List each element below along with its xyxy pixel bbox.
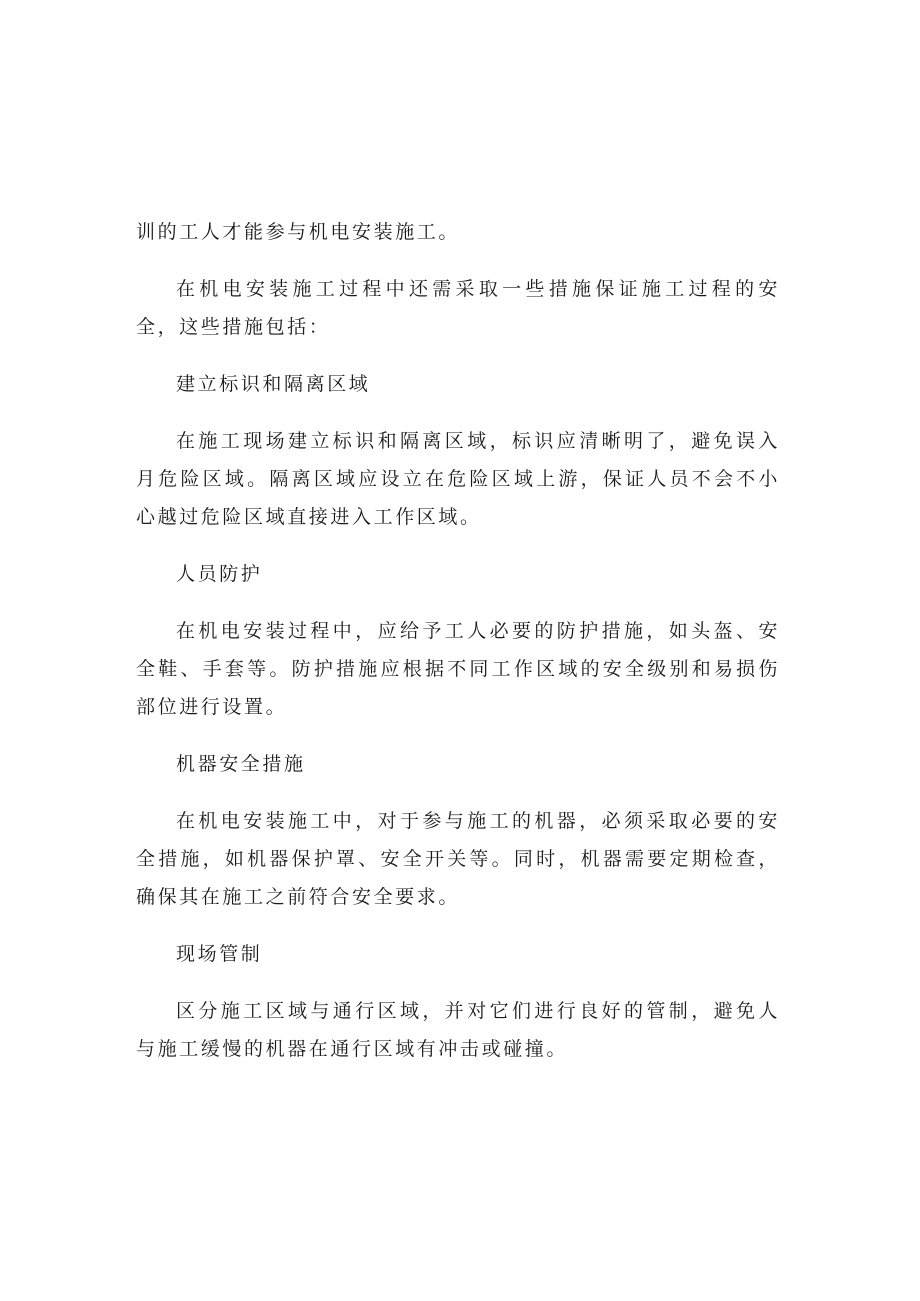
paragraph-intro: 在机电安装施工过程中还需采取一些措施保证施工过程的安全，这些措施包括： [136,278,780,338]
paragraph-signage: 在施工现场建立标识和隔离区域，标识应清晰明了，避免误入月危险区域。隔离区域应设立在危险区域上游，保证人员不会不小心越过危险区域直接进入工作区域。 [136,430,780,528]
document-body [136,213,780,1068]
section-heading-site-control: 现场管制 [176,943,263,965]
paragraph-machine-safety: 在机电安装施工中，对于参与施工的机器，必须采取必要的安全措施，如机器保护罩、安全开关等。同时，机器需要定期检查，确保其在施工之前符合安全要求。 [136,810,780,908]
section-heading-machine-safety: 机器安全措施 [176,753,306,775]
paragraph-site-control: 区分施工区域与通行区域，并对它们进行良好的管制，避免人与施工缓慢的机器在通行区域有冲击或碰撞。 [136,1000,780,1060]
paragraph-continuation: 训的工人才能参与机电安装施工。 [136,221,461,243]
section-heading-signage: 建立标识和隔离区域 [176,373,371,395]
section-heading-personnel: 人员防护 [176,563,263,585]
paragraph-personnel: 在机电安装过程中，应给予工人必要的防护措施，如头盔、安全鞋、手套等。防护措施应根据不同工作区域的安全级别和易损伤部位进行设置。 [136,620,780,718]
